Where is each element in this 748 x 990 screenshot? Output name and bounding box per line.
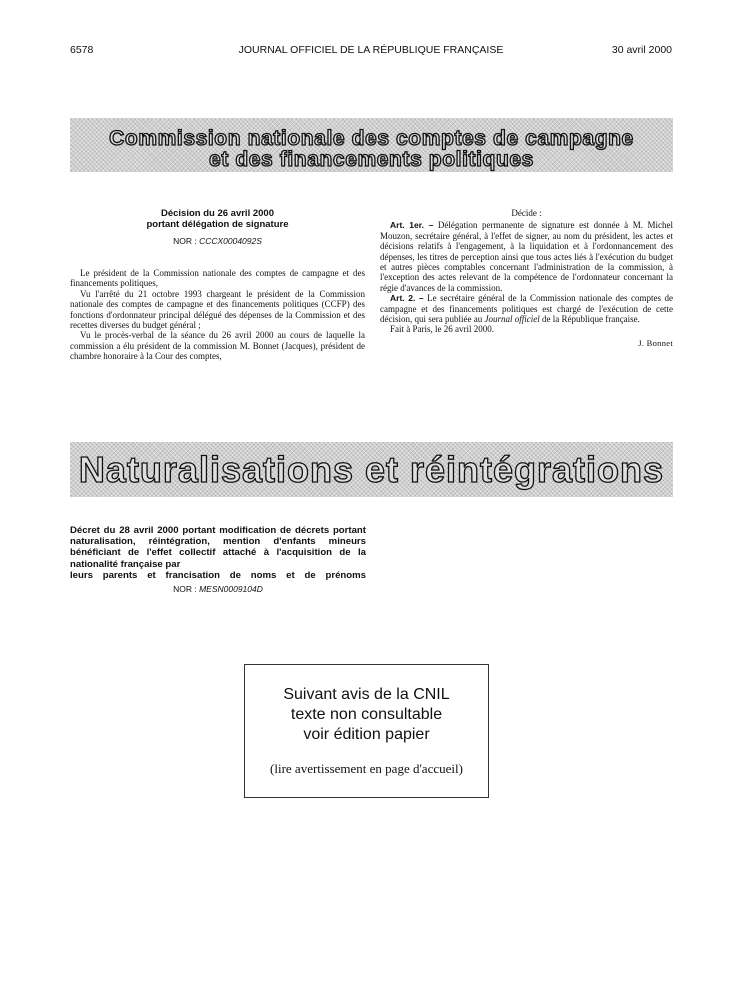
nor-code: CCCX0004092S — [199, 236, 262, 246]
article-1 — [380, 220, 673, 293]
decret-nor — [70, 584, 366, 594]
section-banner-naturalisations: Naturalisations et réintégrations — [70, 442, 673, 497]
nor-label: NOR : — [173, 236, 197, 246]
page-number: 6578 — [70, 44, 94, 56]
article-1-label: Art. 1er. – — [390, 220, 434, 231]
decision-nor — [70, 236, 365, 246]
article-2-text-b: de la République française. — [541, 314, 640, 325]
decret-title — [70, 525, 366, 581]
notice-line-2: texte non consultable — [290, 706, 443, 723]
decret-title-text: Décret du 28 avril 2000 portant modification de décrets portant naturalisation, réintégration, mention d'enfants mineurs bénéficiant de l'effet collectif attaché à l'acquisition de la nationalité française par — [70, 525, 366, 570]
decision-paragraph: Le président de la Commission nationale des comptes de campagne et des financements politiques, — [70, 268, 365, 289]
article-2-label: Art. 2. – — [390, 293, 424, 304]
banner-line-2: et des financements politiques — [209, 148, 534, 171]
journal-title: JOURNAL OFFICIEL DE LA RÉPUBLIQUE FRANÇAISE — [238, 44, 504, 56]
notice-line-3: voir édition papier — [303, 726, 430, 743]
article-2-journal: Journal officiel — [484, 314, 540, 325]
issue-date: 30 avril 2000 — [611, 44, 672, 56]
decret-nor-label: NOR : — [173, 584, 197, 594]
decision-right-column — [380, 208, 673, 349]
notice-line-4: (lire avertissement en page d'accueil) — [270, 761, 463, 776]
article-2-text-a: Le secrétaire général de la Commission nationale des comptes de campagne et des financements politiques est chargé de l'exécution de cette décision, qui sera publiée au — [380, 293, 674, 325]
running-header — [70, 44, 672, 58]
cnil-notice-box — [244, 664, 489, 798]
banner-line-1: Commission nationale des comptes de campagne — [109, 127, 634, 150]
decide-heading: Décide : — [511, 208, 542, 218]
signature: J. Bonnet — [638, 337, 673, 348]
decision-paragraph: Vu l'arrêté du 21 octobre 1993 chargeant le président de la Commission nationale des comptes de campagne et des financements politiques (CCFP) des fonctions d'ordonnateur principal délégué des dépenses de la Commission et des recettes diverses du budget général ; — [70, 288, 365, 331]
decret-nor-code: MESN0009104D — [199, 584, 263, 594]
decret-title-last-line: leurs parents et francisation de noms et de prénoms — [70, 569, 366, 581]
article-2 — [380, 293, 673, 324]
notice-line-1: Suivant avis de la CNIL — [283, 686, 450, 703]
decision-title-line-2: portant délégation de signature — [146, 219, 289, 230]
decision-title — [70, 208, 365, 230]
decision-paragraph: Vu le procès-verbal de la séance du 26 avril 2000 au cours de laquelle la commission a élu président de la commission M. Bonnet (Jacques), président de chambre honoraire à la Cour des comptes, — [70, 330, 365, 362]
article-1-text: Délégation permanente de signature est donnée à M. Michel Mouzon, secrétaire général, à l'effet de signer, au nom du président, les actes et décisions relatifs à l'engagement, à la liquidation et à l'ordonnancement des dépenses, les titres de perception ainsi que tous actes liés à l'exécution du budget et autres pièces comptables concernant l'administration de la commission, à l'exception des actes relevant de la compétence de l'ordonnateur concernant la régie d'avances de la commission. — [380, 220, 674, 293]
section-banner-commission — [70, 118, 673, 172]
decision-left-column — [70, 208, 365, 362]
done-at-line: Fait à Paris, le 26 avril 2000. — [390, 324, 494, 335]
decision-title-line-1: Décision du 26 avril 2000 — [160, 208, 274, 219]
